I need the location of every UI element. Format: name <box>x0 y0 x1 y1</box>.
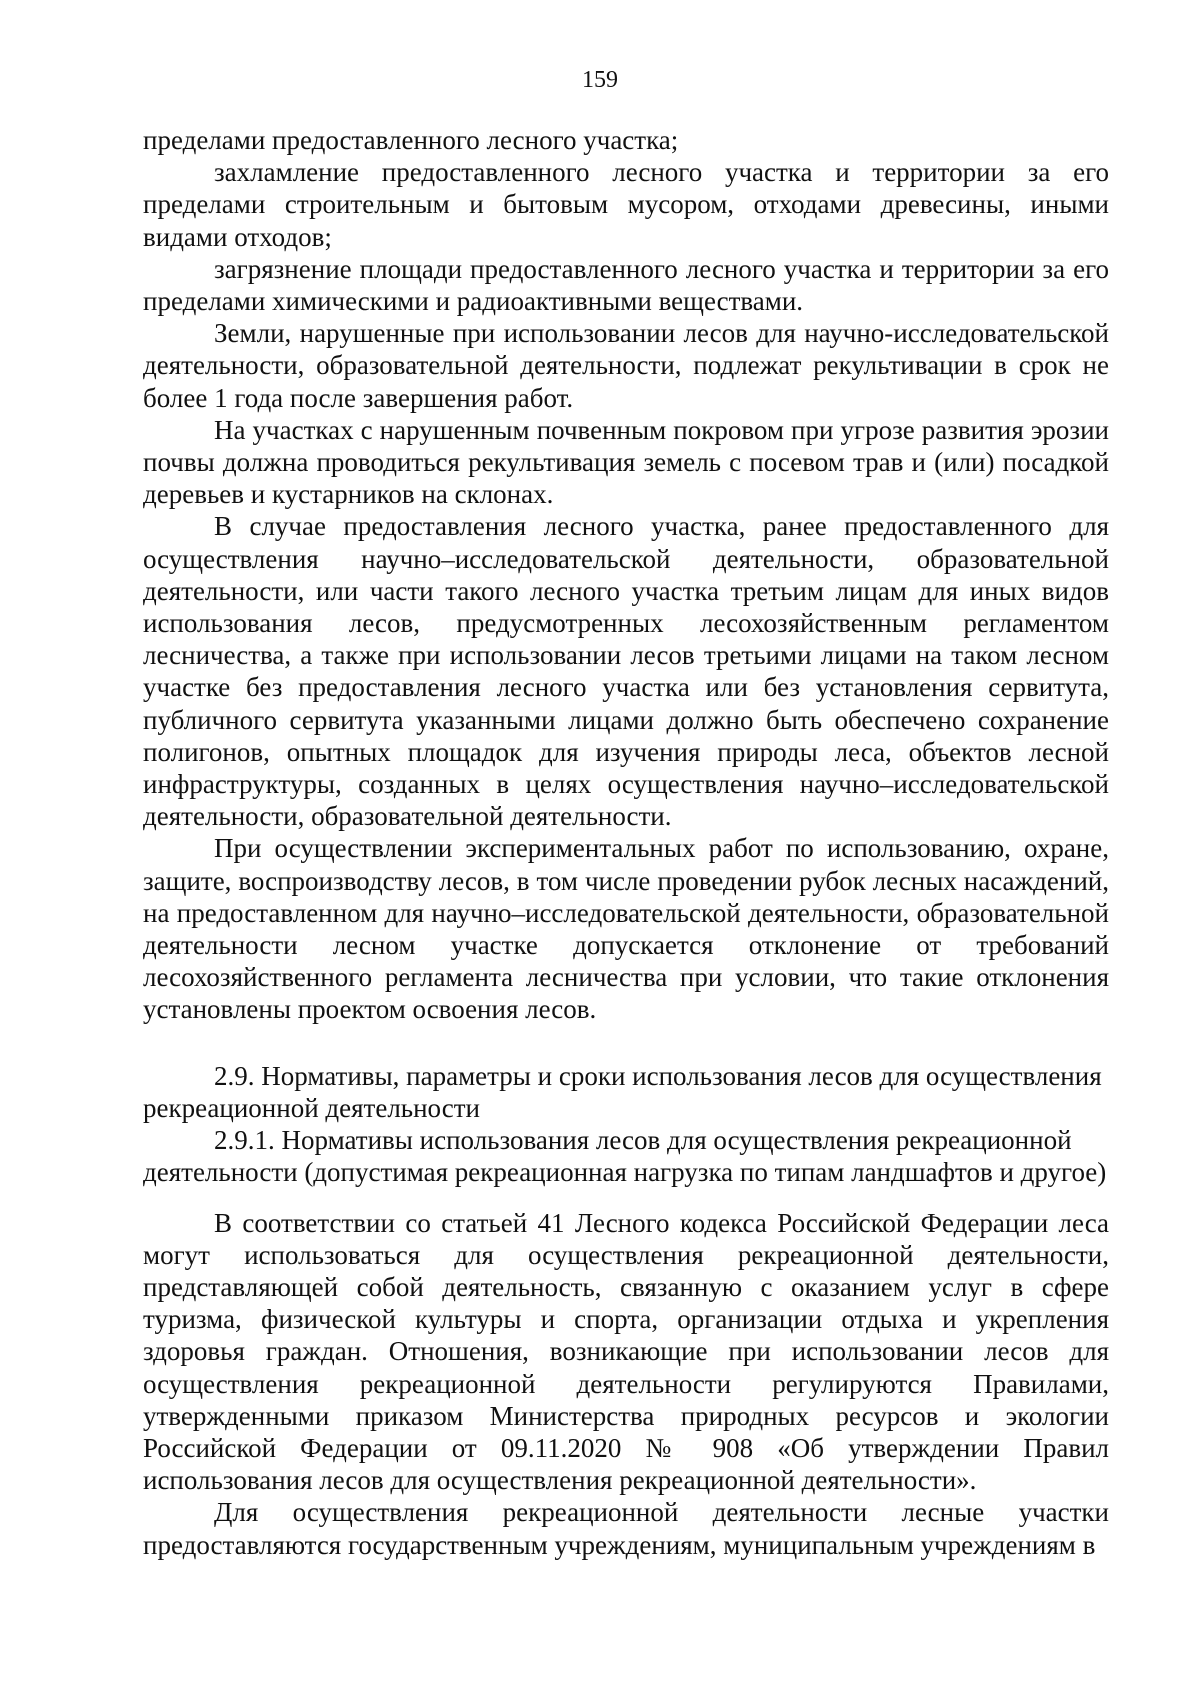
page-number: 159 <box>582 67 618 93</box>
document-body <box>143 124 1109 1561</box>
paragraph-article-41: В соответствии со статьей 41 Лесного кодекса Российской Федерации леса могут использоваться для осуществления рекреационной деятельности, представляющей собой деятельность, связанную с оказанием услуг в сфере туризма, физической культуры и спорта, организации отдыха и укрепления здоровья граждан. Отношения, возникающие при использовании лесов для осуществления рекреационной деятельности регулируются Правилами, утвержденными приказом Министерства природных ресурсов и экологии Российской Федерации от 09.11.2020 № 908 «Об утверждении Правил использования лесов для осуществления рекреационной деятельности». <box>143 1207 1109 1496</box>
paragraph-land-reclamation: Земли, нарушенные при использовании лесов для научно-исследовательской деятельности, образовательной деятельности, подлежат рекультивации в срок не более 1 года после завершения работ. <box>143 318 1109 413</box>
paragraph-littering: захламление предоставленного лесного участка и территории за его пределами строительным и бытовым мусором, отходами древесины, иными видами отходов; <box>143 157 1109 252</box>
section-heading-2-9: 2.9. Нормативы, параметры и сроки использования лесов для осуществления рекреационной деятельности <box>143 1060 1102 1123</box>
paragraph-pollution: загрязнение площади предоставленного лесного участка и территории за его пределами химическими и радиоактивными веществами. <box>143 253 1109 317</box>
paragraph-continuation: пределами предоставленного лесного участка; <box>143 125 679 155</box>
paragraph-recreational-plots: Для осуществления рекреационной деятельности лесные участки предоставляются государственным учреждениям, муниципальным учреждениям в <box>143 1497 1109 1560</box>
paragraph-experimental-works: При осуществлении экспериментальных работ по использованию, охране, защите, воспроизводству лесов, в том числе проведении рубок лесных насаждений, на предоставленном для научно–исследовательской деятельности, образовательной деятельности лесном участке допускается отклонение от требований лесохозяйственного регламента лесничества при условии, что такие отклонения установлены проектом освоения лесов. <box>143 833 1109 1025</box>
paragraph-erosion: На участках с нарушенным почвенным покровом при угрозе развития эрозии почвы должна проводиться рекультивация земель с посевом трав и (или) посадкой деревьев и кустарников на склонах. <box>143 414 1109 510</box>
subsection-heading-2-9-1: 2.9.1. Нормативы использования лесов для осуществления рекреационной деятельности (допустимая рекреационная нагрузка по типам ландшафтов и другое) <box>143 1125 1107 1188</box>
paragraph-third-parties: В случае предоставления лесного участка, ранее предоставленного для осуществления научно–исследовательской деятельности, образовательной деятельности, или части такого лесного участка третьим лицам для иных видов использования лесов, предусмотренных лесохозяйственным регламентом лесничества, а также при использовании лесов третьими лицами на таком лесном участке без предоставления лесного участка или без установления сервитута, публичного сервитута указанными лицами должно быть обеспечено сохранение полигонов, опытных площадок для изучения природы леса, объектов лесной инфраструктуры, созданных в целях осуществления научно–исследовательской деятельности, образовательной деятельности. <box>143 511 1109 832</box>
